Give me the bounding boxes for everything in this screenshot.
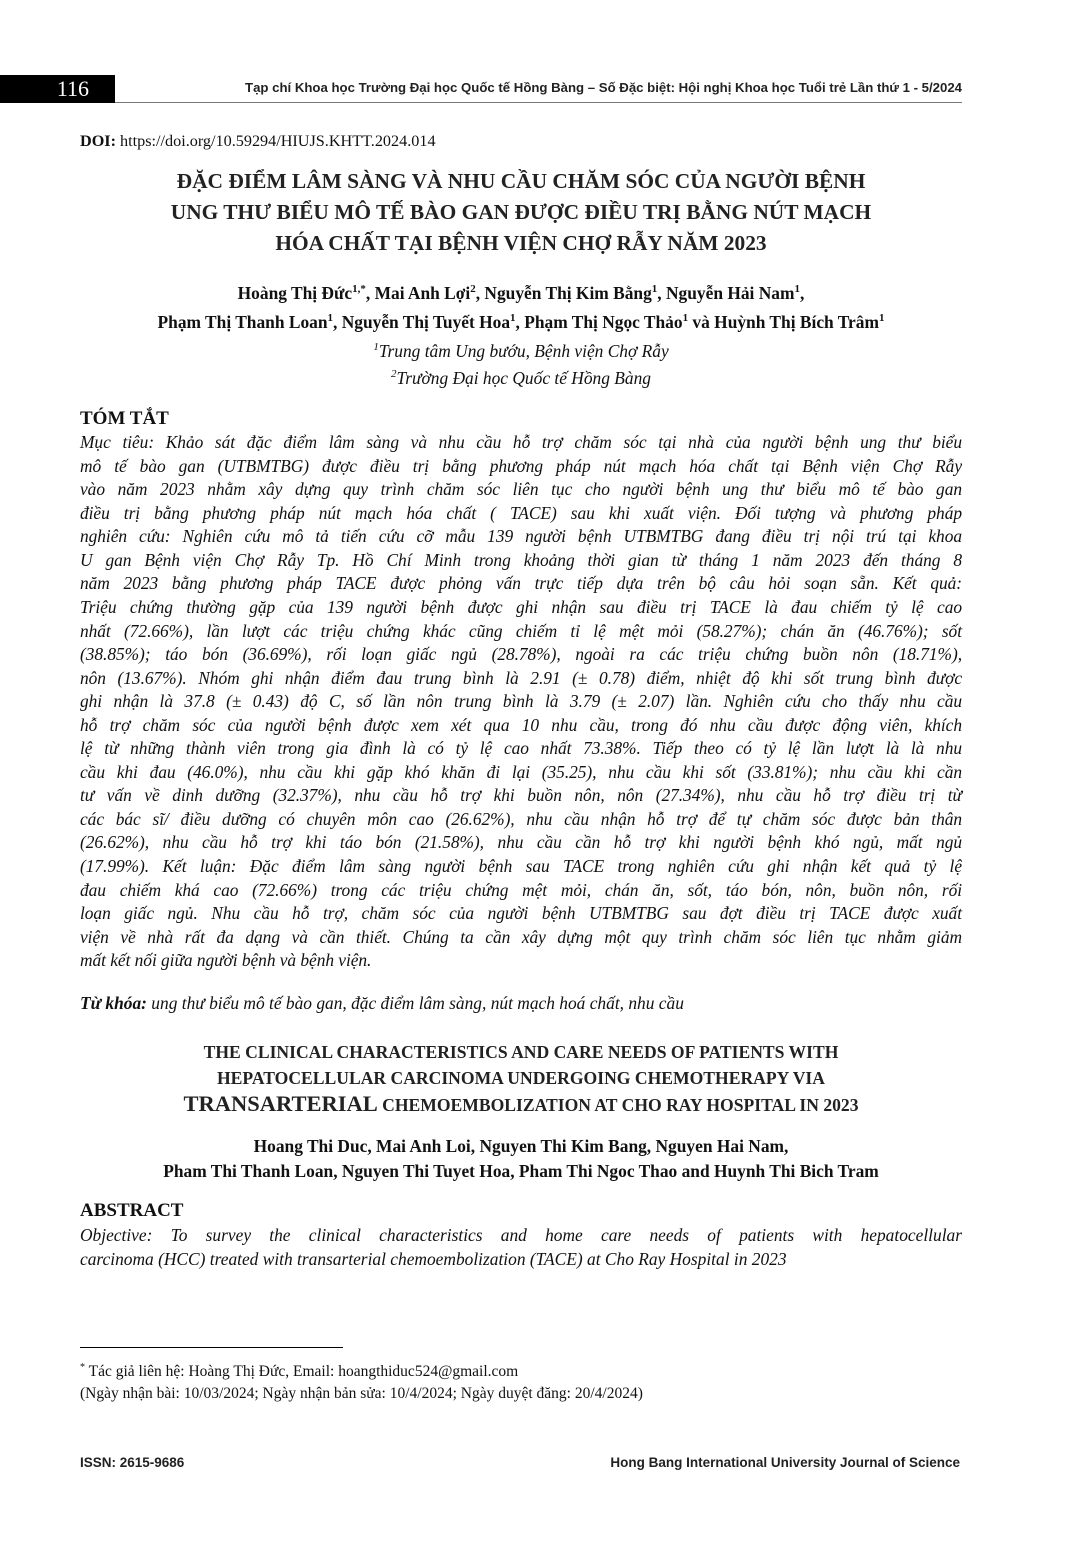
affiliation: [80, 335, 962, 363]
doi-label: DOI:: [80, 132, 116, 150]
author-name: và Huỳnh Thị Bích Trâm: [688, 311, 879, 332]
article-body: [80, 130, 962, 1271]
author-name: , Nguyễn Hải Nam: [657, 282, 795, 303]
affiliation: [80, 362, 962, 390]
footnote-corresponding: [80, 1357, 980, 1383]
abstract-line: (17.99%). Kết luận: Đặc điểm lâm sàng người bệnh sau TACE trong nghiên cứu ghi nhận kết quả tỷ lệ: [80, 856, 962, 877]
abstract-line: hỗ trợ chăm sóc của người bệnh được xem xét qua 10 nhu cầu, trong đó nhu cầu được động viên, khích: [80, 714, 962, 735]
author-line: [80, 306, 962, 335]
title-en-big-word: TRANSARTERIAL: [183, 1090, 378, 1116]
author-name: Phạm Thị Thanh Loan: [157, 311, 328, 332]
abstract-en-heading: ABSTRACT: [80, 1199, 184, 1221]
affil-sup: 2: [470, 283, 476, 295]
abstract-line: mô tế bào gan (UTBMTBG) được điều trị bằng phương pháp nút mạch hóa chất tại Bệnh viện Chợ Rẫy: [80, 455, 962, 476]
header-rule: [115, 102, 962, 103]
abstract-line: tư vấn về dinh dưỡng (32.37%), nhu cầu hỗ trợ khi buồn nôn, nôn (27.34%), nhu cầu hỗ trợ điều trị từ: [80, 785, 962, 806]
author-name: , Mai Anh Lợi: [365, 282, 471, 303]
abstract-line: các bác sĩ/ điều dưỡng có chuyên môn cao (26.62%), nhu cầu nhận hỗ trợ để tự chăm sóc được bản thân: [80, 808, 962, 829]
abstract-vn-body: [80, 431, 962, 973]
affiliation-text: Trung tâm Ung bướu, Bệnh viện Chợ Rẫy: [378, 340, 669, 361]
abstract-line: nhất (72.66%), lần lượt các triệu chứng khác cũng chiếm tỉ lệ mệt mỏi (58.27%); chán ăn (46.76%); sốt: [80, 620, 962, 641]
affil-sup: 1: [794, 283, 800, 295]
author-separator: ,: [799, 282, 805, 303]
author-name: , Nguyễn Thị Tuyết Hoa: [333, 311, 511, 332]
abstract-line: Objective: To survey the clinical characteristics and home care needs of patients with hepatocellular: [80, 1224, 962, 1245]
author-line: Pham Thi Thanh Loan, Nguyen Thi Tuyet Hoa, Pham Thi Ngoc Thao and Huynh Thi Bich Tram: [163, 1160, 879, 1181]
title-en-line: HEPATOCELLULAR CARCINOMA UNDERGOING CHEMOTHERAPY VIA: [216, 1067, 825, 1088]
page-footer: [80, 1455, 960, 1475]
abstract-line: năm 2023 bằng phương pháp TACE được phỏng vấn trực tiếp dựa trên bộ câu hỏi soạn sẵn. Kết quả:: [80, 573, 962, 594]
abstract-en-body: [80, 1223, 962, 1271]
doi-line: [80, 130, 962, 152]
abstract-vn-heading: TÓM TẮT: [80, 408, 169, 430]
journal-running-title: Tạp chí Khoa học Trường Đại học Quốc tế Hồng Bàng – Số Đặc biệt: Hội nghị Khoa học Tuổi trẻ Lần thứ 1 - 5/2024: [245, 80, 962, 95]
title-en-line-rest: CHEMOEMBOLIZATION AT CHO RAY HOSPITAL IN 2023: [377, 1094, 859, 1115]
author-name: , Nguyễn Thị Kim Bằng: [475, 282, 652, 303]
keywords-text: ung thư biểu mô tế bào gan, đặc điểm lâm sàng, nút mạch hoá chất, nhu cầu: [146, 992, 684, 1013]
title-en-line: THE CLINICAL CHARACTERISTICS AND CARE NEEDS OF PATIENTS WITH: [203, 1041, 839, 1062]
affil-sup: 1,*: [352, 283, 366, 295]
title-vn-line: UNG THƯ BIỂU MÔ TẾ BÀO GAN ĐƯỢC ĐIỀU TRỊ BẰNG NÚT MẠCH: [170, 200, 872, 224]
abstract-line: carcinoma (HCC) treated with transarterial chemoembolization (TACE) at Cho Ray Hospital in 2023: [80, 1248, 787, 1269]
author-name: Hoàng Thị Đức: [237, 282, 353, 303]
abstract-line: mất kết nối giữa người bệnh và bệnh viện.: [80, 950, 372, 971]
affil-sup: 2: [391, 368, 397, 381]
abstract-line: Mục tiêu: Khảo sát đặc điểm lâm sàng và nhu cầu hỗ trợ chăm sóc tại nhà của người bệnh ung thư biểu: [80, 432, 962, 453]
doi-link[interactable]: https://doi.org/10.59294/HIUJS.KHTT.2024.014: [115, 132, 436, 150]
affil-sup: 1: [373, 340, 379, 353]
footnotes: [80, 1357, 980, 1405]
abstract-line: ghi nhận là 37.8 (± 0.43) độ C, số lần nôn trung bình là 3.79 (± 2.07) lần. Nghiên cứu cho thấy nhu cầu: [80, 691, 962, 712]
footnote-text: Tác giả liên hệ: Hoàng Thị Đức, Email: hoangthiduc524@gmail.com: [88, 1363, 519, 1381]
title-vn-line: HÓA CHẤT TẠI BỆNH VIỆN CHỢ RẪY NĂM 2023: [275, 231, 767, 255]
keywords-label: Từ khóa:: [80, 992, 147, 1013]
title-en-line: [80, 1091, 962, 1118]
author-list-vn: [80, 277, 962, 335]
abstract-line: viện về nhà rất đa dạng và cần thiết. Chúng ta cần xây dựng một quy trình chăm sóc liên tục nhằm giảm: [80, 926, 962, 947]
abstract-line: điều trị bằng phương pháp nút mạch hóa chất ( TACE) sau khi xuất viện. Đối tượng và phương pháp: [80, 502, 962, 523]
author-line: [80, 277, 962, 306]
footer-issn: ISSN: 2615-9686: [80, 1455, 185, 1470]
abstract-line: vào năm 2023 nhằm xây dựng quy trình chăm sóc liên tục cho người bệnh ung thư biểu mô tế bào gan: [80, 479, 962, 500]
abstract-line: loạn giấc ngủ. Nhu cầu hỗ trợ, chăm sóc của người bệnh UTBMTBG sau đợt điều trị TACE được xuất: [80, 903, 962, 924]
author-list-en: [80, 1134, 962, 1184]
footnote-rule: [80, 1347, 343, 1348]
affil-sup: 1: [682, 311, 689, 324]
footnote-mark: *: [80, 1362, 85, 1373]
abstract-line: (26.62%), nhu cầu hỗ trợ khi táo bón (21.58%), nhu cầu cần hỗ trợ khi người bệnh khó ngủ, mất ngủ: [80, 832, 962, 853]
footer-journal: Hong Bang International University Journal of Science: [610, 1455, 960, 1470]
title-vn-line: ĐẶC ĐIỂM LÂM SÀNG VÀ NHU CẦU CHĂM SÓC CỦA NGƯỜI BỆNH: [176, 169, 866, 193]
affil-sup: 1: [327, 311, 334, 324]
abstract-line: nôn (13.67%). Nhóm ghi nhận điểm đau trung bình là 2.91 (± 0.78) điểm, nhiệt độ khi sốt trung bình được: [80, 667, 962, 688]
abstract-line: nghiên cứu: Nghiên cứu mô tả tiến cứu cỡ mẫu 139 người bệnh UTBMTBG đang điều trị nội trú tại khoa: [80, 526, 962, 547]
article-title-vn: [80, 166, 962, 259]
keywords: [80, 991, 962, 1015]
affiliation-text: Trường Đại học Quốc tế Hồng Bàng: [396, 368, 651, 389]
abstract-line: đau chiếm khá cao (72.66%) trong các triệu chứng mệt mỏi, chán ăn, sốt, táo bón, nôn, buồn nôn, rối: [80, 879, 962, 900]
affil-sup: 1: [878, 311, 885, 324]
affil-sup: 1: [651, 283, 658, 295]
abstract-line: cầu khi đau (46.0%), nhu cầu khi gặp khó khăn đi lại (35.25), nhu cầu khi sốt (33.81%); nhu cầu khi cần: [80, 761, 962, 782]
abstract-line: (38.85%); táo bón (36.69%), rối loạn giấc ngủ (28.78%), ngoài ra các triệu chứng buồn nôn (18.71%),: [80, 644, 962, 665]
footnote-dates: (Ngày nhận bài: 10/03/2024; Ngày nhận bản sửa: 10/4/2024; Ngày duyệt đăng: 20/4/2024): [80, 1385, 643, 1403]
affil-sup: 1: [510, 311, 516, 324]
author-line: Hoang Thi Duc, Mai Anh Loi, Nguyen Thi Kim Bang, Nguyen Hai Nam,: [253, 1135, 789, 1156]
page-number: 116: [0, 75, 115, 103]
author-name: , Phạm Thị Ngọc Thảo: [515, 311, 683, 332]
abstract-line: lệ từ những thành viên trong gia đình là có tỷ lệ cao nhất 73.38%. Tiếp theo có tỷ lệ lần lượt là là nhu: [80, 738, 962, 759]
article-title-en: [80, 1039, 962, 1118]
abstract-line: Triệu chứng thường gặp của 139 người bệnh được ghi nhận sau điều trị TACE là đau chiếm tỷ lệ cao: [80, 597, 962, 618]
page-header: [0, 75, 1090, 103]
abstract-line: U gan Bệnh viện Chợ Rẫy Tp. Hồ Chí Minh trong khoảng thời gian từ tháng 1 năm 2023 đến tháng 8: [80, 549, 962, 570]
